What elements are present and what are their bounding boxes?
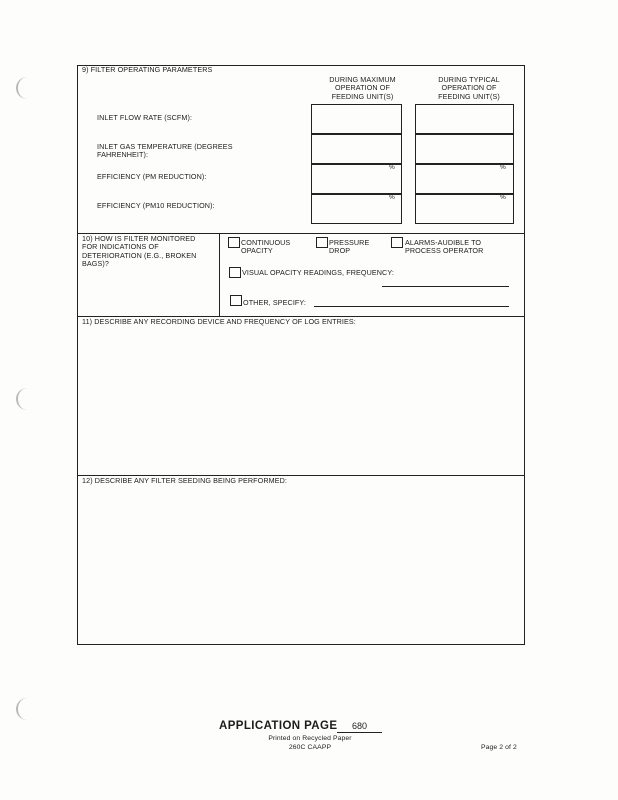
continuous-opacity-label: CONTINUOUS OPACITY — [241, 238, 291, 256]
sec9-row-efficiency-pm: EFFICIENCY (PM REDUCTION): — [97, 172, 207, 181]
sec9-col-max-header: DURING MAXIMUM OPERATION OF FEEDING UNIT(S) — [329, 75, 396, 101]
max-gas-temp-field[interactable] — [311, 133, 402, 165]
max-efficiency-pm10-percent: % — [389, 194, 395, 201]
divider-sec10-vertical — [219, 233, 220, 316]
page-of-label: Page 2 of 2 — [481, 744, 517, 751]
pressure-drop-checkbox[interactable] — [316, 237, 328, 248]
alarms-audible-checkbox[interactable] — [391, 237, 403, 248]
binder-hole-top — [16, 77, 32, 99]
sec11-text-area[interactable] — [80, 328, 520, 472]
visual-opacity-label: VISUAL OPACITY READINGS, FREQUENCY: — [242, 268, 394, 277]
sec9-row-inlet-flow: INLET FLOW RATE (SCFM): — [97, 113, 193, 122]
form-id: 260C CAAPP — [288, 744, 332, 751]
application-page-number: 680 — [352, 721, 368, 731]
sec9-col-typ-header: DURING TYPICAL OPERATION OF FEEDING UNIT(S) — [438, 75, 500, 101]
typ-efficiency-pm10-percent: % — [500, 194, 506, 201]
other-specify-label: OTHER, SPECIFY: — [243, 298, 307, 307]
typ-inlet-flow-field[interactable] — [415, 104, 514, 135]
sec12-text-area[interactable] — [80, 487, 520, 639]
pressure-drop-label: PRESSURE DROP — [329, 238, 370, 256]
application-page-number-line — [337, 732, 382, 733]
typ-gas-temp-field[interactable] — [415, 133, 514, 165]
sec11-title: 11) DESCRIBE ANY RECORDING DEVICE AND FREQUENCY OF LOG ENTRIES: — [82, 317, 356, 326]
typ-efficiency-pm-percent: % — [500, 164, 506, 171]
binder-hole-middle — [16, 388, 32, 410]
other-specify-checkbox[interactable] — [230, 295, 242, 306]
sec10-title: 10) HOW IS FILTER MONITORED FOR INDICATIONS OF DETERIORATION (E.G., BROKEN BAGS)? — [82, 234, 197, 269]
visual-opacity-frequency-line[interactable] — [382, 286, 509, 287]
continuous-opacity-checkbox[interactable] — [228, 237, 240, 248]
max-efficiency-pm-percent: % — [389, 164, 395, 171]
visual-opacity-checkbox[interactable] — [229, 267, 241, 278]
max-inlet-flow-field[interactable] — [311, 104, 402, 135]
sec12-title: 12) DESCRIBE ANY FILTER SEEDING BEING PERFORMED: — [82, 476, 288, 485]
sec9-row-efficiency-pm10: EFFICIENCY (PM10 REDUCTION): — [97, 201, 215, 210]
sec9-title: 9) FILTER OPERATING PARAMETERS — [82, 65, 213, 74]
other-specify-line[interactable] — [314, 306, 509, 307]
alarms-audible-label: ALARMS-AUDIBLE TO PROCESS OPERATOR — [405, 238, 484, 256]
binder-hole-bottom — [16, 698, 32, 720]
sec9-row-inlet-gas-temp: INLET GAS TEMPERATURE (DEGREES FAHRENHEIT): — [97, 142, 233, 160]
printed-on-recycled-paper: Printed on Recycled Paper — [268, 735, 352, 742]
application-page-label: APPLICATION PAGE — [219, 720, 338, 732]
